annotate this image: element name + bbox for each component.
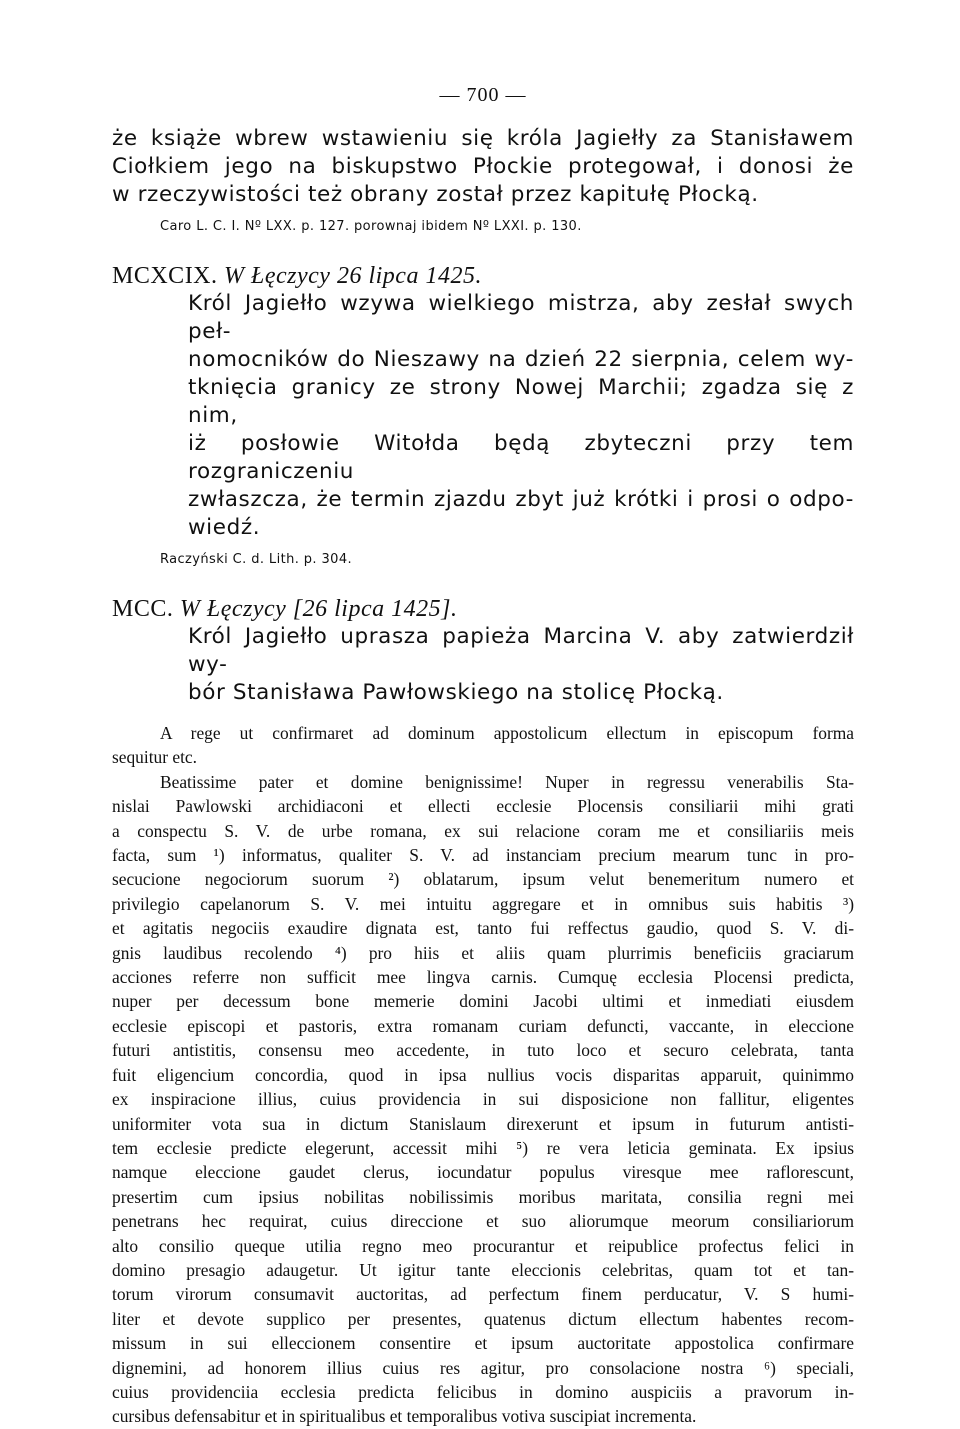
entry-1199-summary (112, 290, 854, 542)
entry-1200-heading (112, 595, 854, 623)
intro-line: w rzeczywistości też obrany został przez kapitułę Płocką. (112, 182, 759, 207)
summary-line: zwłaszcza, że termin zjazdu zbyt już krótki i prosi o odpo- (188, 487, 854, 512)
latin-line: a conspectu S. V. de urbe romana, ex sui relacione coram me et consiliariis meis (112, 820, 854, 841)
latin-line: nuper per decessum bone memerie domini Jacobi ultimi et inmediati eiusdem (112, 991, 854, 1012)
latin-line: privilegio capelanorum S. V. mei intuitu aggregare et in omnibus suis habitis ³) (112, 893, 854, 914)
spacer (112, 707, 854, 721)
latin-line: tem ecclesie predicte elegerunt, accessit mihi ⁵) re vera leticia geminata. Ex ipsius (112, 1137, 854, 1158)
latin-line: facta, sum ¹) informatus, qualiter S. V. ad instanciam precium mearum tunc in pro- (112, 845, 854, 866)
latin-line: nislai Pawlowski archidiaconi et ellecti ecclesie Plocensis consiliarii mihi grati (112, 796, 854, 817)
latin-line: gnis laudibus recolendo ⁴) pro hiis et aliis quam plurrimis beneficiis graciarum (112, 942, 854, 963)
latin-line: futuri antistitis, consensu meo accedente, in tuto loco et securo celebrata, tanta (112, 1040, 854, 1061)
latin-line: dignemini, ad honorem illius cuius res agitur, pro consolacione nostra ⁶) speciali, (112, 1357, 854, 1378)
latin-line: sequitur etc. (112, 747, 197, 768)
latin-line: presertim cum ipsius nobilitas nobilissimis moribus maritata, consilia regni mei (112, 1186, 854, 1207)
latin-line: acciones referre non sufficit mee lingva carnis. Cumquę ecclesia Plocensi predicta, (112, 967, 854, 988)
latin-line: A rege ut confirmaret ad dominum appostolicum ellectum in episcopum forma (160, 723, 854, 743)
entry-1200-date: W Łęczycy [26 lipca 1425]. (179, 596, 458, 622)
latin-line: penetrans hec requirat, cuius direccione et suo aliorumque meorum consiliariorum (112, 1211, 854, 1232)
latin-line: uniformiter vota sua in dictum Stanislaum direxerunt et ipsum in futurum antisti- (112, 1113, 854, 1134)
entry-1199-number: MCXCIX. (112, 263, 218, 289)
summary-line: bór Stanisława Pawłowskiego na stolicę Płocką. (188, 680, 724, 705)
page-number: — 700 — (439, 84, 527, 106)
latin-line: Beatissime pater et domine benignissime! Nuper in regressu venerabilis Sta- (160, 771, 854, 792)
intro-source: Caro L. C. I. Nº LXX. p. 127. porownaj ibidem Nº LXXI. p. 130. (160, 219, 582, 234)
summary-line: iż posłowie Witołda będą zbyteczni przy tem rozgraniczeniu (188, 431, 854, 484)
intro-summary (112, 125, 854, 209)
summary-line: nomocników do Nieszawy na dzień 22 sierpnia, celem wy- (188, 347, 854, 372)
latin-line: cursibus defensabitur et in spiritualibus et temporalibus votiva suscipiat incrementa. (112, 1406, 697, 1427)
latin-line: domino presagio adaugetur. Ut igitur tante eleccionis celebritas, quam tot et tan- (112, 1259, 854, 1280)
latin-line: ex inspiracione illius, cuius providencia in sui disposicione non fallitur, eligentes (112, 1089, 854, 1110)
summary-line: Król Jagiełło wzywa wielkiego mistrza, aby zesłał swych peł- (188, 291, 854, 344)
intro-line: że książe wbrew wstawieniu się króla Jagiełły za Stanisławem (112, 126, 854, 151)
latin-paragraph-2 (112, 770, 854, 1429)
latin-line: torum virorum consumavit auctoritas, ad perfectum finem perducatur, V. S humi- (112, 1284, 854, 1305)
latin-line: ecclesie episcopi et pastoris, extra romanam curiam defuncti, vaccante, in eleccione (112, 1015, 854, 1036)
latin-line: namque eleccione gaudet clerus, iocundatur populus viresque mee raflorescunt, (112, 1162, 854, 1183)
latin-text (112, 721, 854, 1429)
summary-line: tknięcia granicy ze strony Nowej Marchii; zgadza się z nim, (188, 375, 854, 428)
latin-paragraph-1 (112, 721, 854, 770)
latin-line: cuius providenciia ecclesia predicta felicibus in domino auspiciis a pravorum in- (112, 1381, 854, 1402)
entry-1200-number: MCC. (112, 596, 174, 622)
document-page (112, 84, 854, 1429)
entry-1200-summary (112, 623, 854, 707)
latin-line: missum in sui elleccionem consentire et ipsum auctoritate appostolica confirmare (112, 1333, 854, 1354)
entry-1199-date: W Łęczycy 26 lipca 1425. (224, 263, 482, 289)
summary-line: Król Jagiełło uprasza papieża Marcina V. aby zatwierdził wy- (188, 624, 854, 677)
latin-line: et agitatis negociis exaudire dignata est, tanto fui reffectus gaudio, quod S. V. di- (112, 918, 854, 939)
latin-line: liter et devote supplico per presentes, quatenus dictum ellectum habentes recom- (112, 1308, 854, 1329)
entry-1199-heading (112, 262, 854, 290)
summary-line: wiedź. (188, 515, 261, 540)
latin-line: alto consilio queque utilia regno meo procurantur et reipublice profectus felici in (112, 1235, 854, 1256)
latin-line: fuit eligencium concordia, quod in ipsa nullius vocis disparitas apparuit, quinimmo (112, 1064, 854, 1085)
latin-line: secucione negociorum suorum ²) oblatarum, ipsum velut benemeritum numero et (112, 869, 854, 890)
intro-line: Ciołkiem jego na biskupstwo Płockie protegował, i donosi że (112, 154, 854, 179)
entry-1199-source: Raczyński C. d. Lith. p. 304. (160, 552, 353, 567)
